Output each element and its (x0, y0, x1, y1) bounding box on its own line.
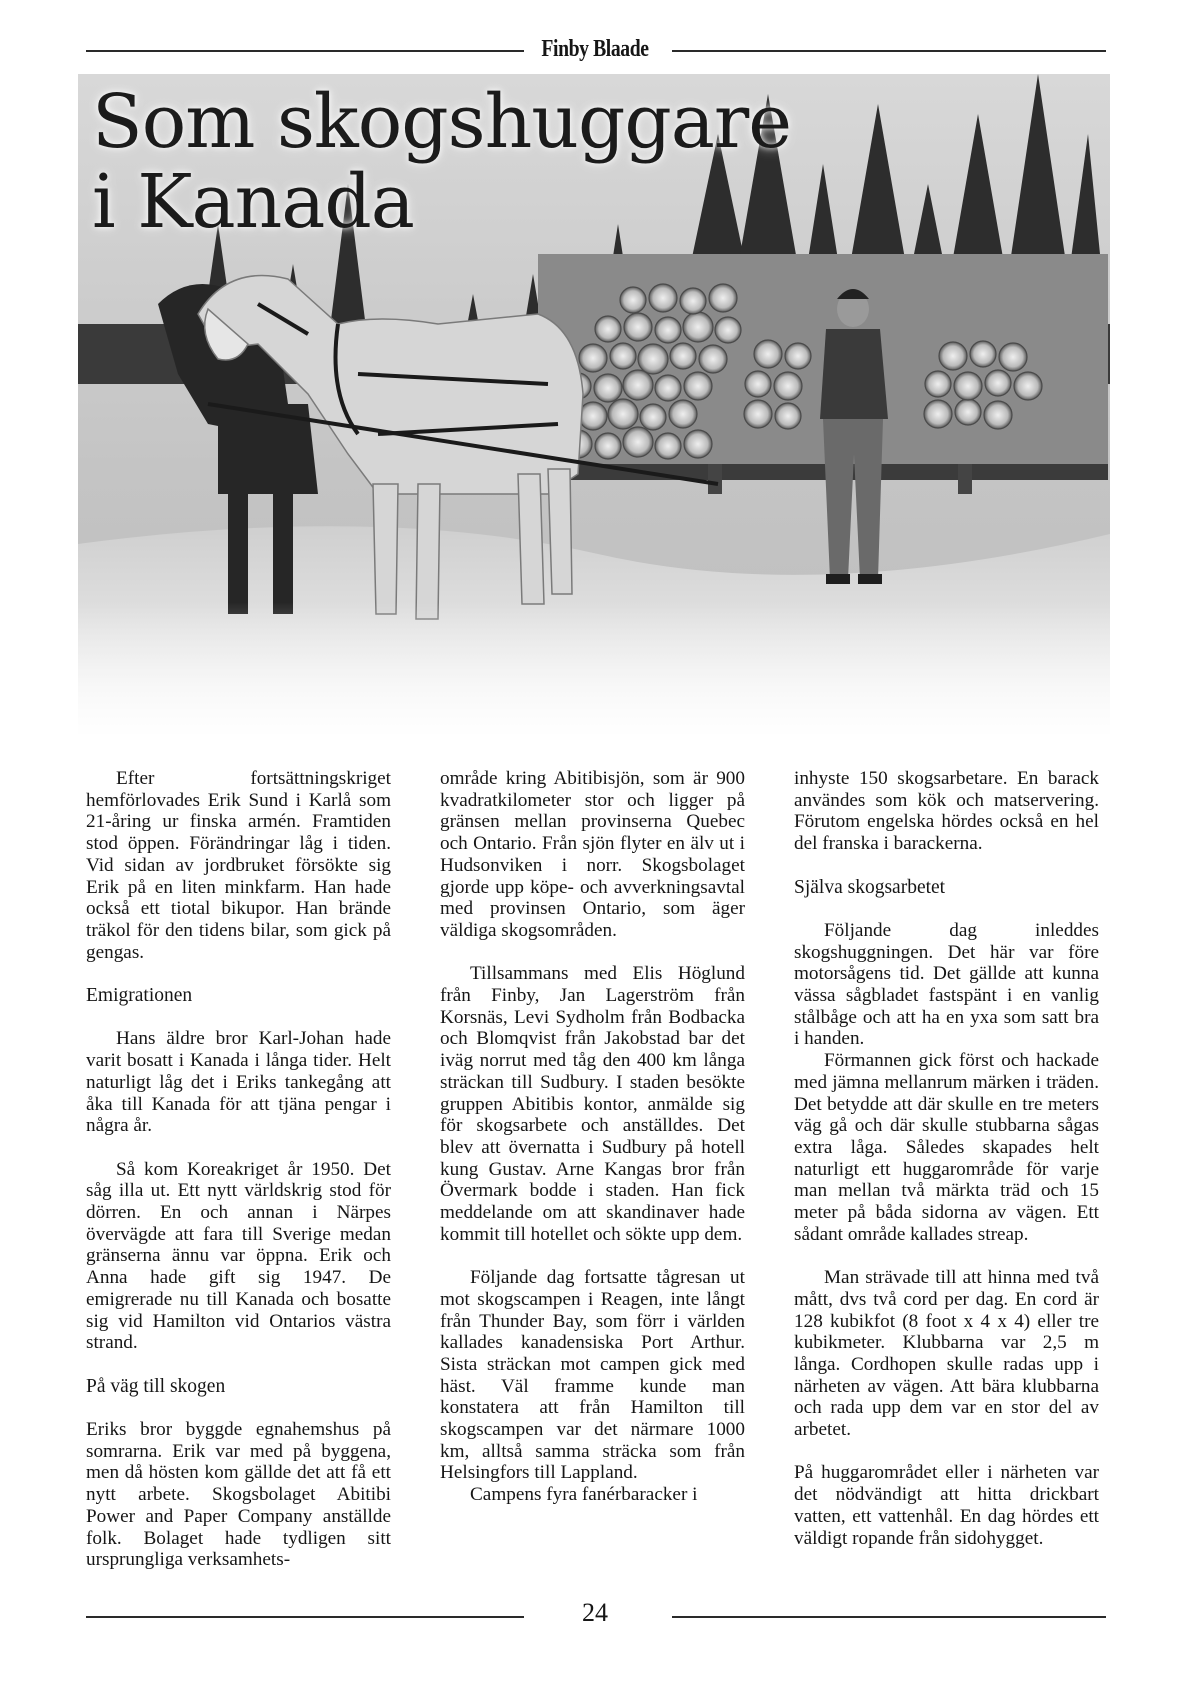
headline-line-1: Som skogshuggare (92, 79, 791, 165)
subheading: På väg till skogen (86, 1375, 226, 1397)
paragraph: Följande dag fortsatte tågresan ut mot skogscampen i Reagen, inte långt från Thunder Bay, som förr i världen kallades kanadensiska Port Arthur. Sista sträckan mot campen gick med häst. Väl framme kunde man konstatera att från Hamilton till skogscampen var det närmare 1000 km, alltså samma sträcka som från Helsingfors till Lappland. (440, 1267, 745, 1484)
paragraph: Så kom Koreakriget år 1950. Det såg illa ut. Ett nytt världskrig stod för dörren. En och annan i Närpes övervägde att fara till Sverige medan gränserna ännu var öppna. Erik och Anna hade gift sig 1947. De emigrerade nu till Kanada och bosatte sig vid Hamilton vid Ontarios västra strand. (86, 1158, 391, 1354)
subheading: Själva skogsarbetet (794, 876, 946, 898)
paragraph: Eriks bror byggde egnahemshus på somrarna. Erik var med på byggena, men då hösten kom gällde det att få ett nytt arbete. Skogsbolaget Abitibi Power and Paper Company anställde folk. Bolaget hade tydligen sitt ursprungliga verksamhets- (86, 1419, 391, 1571)
article-column-2 (440, 768, 745, 1506)
paragraph: inhyste 150 skogsarbetare. En barack användes som kök och matservering. Förutom engelska hördes också en hel del franska i barackerna. (794, 768, 1099, 855)
paragraph: Följande dag inleddes skogshuggningen. Det här var före motorsågens tid. Det gällde att kunna vässa sågbladet fastspänt i en vanlig stålbåge och att ha en yxa som satt bra i handen. (794, 919, 1099, 1050)
paragraph: område kring Abitibisjön, som är 900 kvadratkilometer stor och ligger på gränsen mellan provinserna Quebec och Ontario. Från sjön flyter en älv ut i Hudsonviken i norr. Skogsbolaget gjorde upp köpe- och avverkningsavtal med provinsen Ontario, som äger väldiga skogsområden. (440, 768, 745, 941)
subheading: Emigrationen (86, 985, 193, 1007)
paragraph: Campens fyra fanérbaracker i (470, 1484, 698, 1506)
paragraph: Efter fortsättningskriget hemförlovades Erik Sund i Karlå som 21-åring ur finska armén. Framtiden stod öppen. Förändringar låg i tiden. Vid sidan av jordbruket försökte sig Erik på en liten minkfarm. Han hade också ett tiotal bikupor. Han brände träkol för den tidens bilar, som gick på gengas. (86, 768, 391, 963)
article-headline (92, 79, 791, 245)
paragraph: Man strävade till att hinna med två mått, dvs två cord per dag. En cord är 128 kubikfot (8 foot x 4 x 4) eller tre kubikmeter. Klubbarna var 2,5 m långa. Cordhopen skulle radas upp i närheten av vägen. Att bära klubbarna och rada upp dem var en stor del av arbetet. (794, 1267, 1099, 1441)
headline-line-2: i Kanada (92, 159, 414, 245)
paragraph: Tillsammans med Elis Höglund från Finby, Jan Lagerström från Korsnäs, Levi Sydholm från Bodbacka och Blomqvist från Jakobstad bar det iväg norrut med tåg den 400 km långa sträckan till Sudbury. I staden besökte gruppen Abitibis kontor, anmälde sig för skogsarbete och anställdes. Det blev att övernatta i Sudbury på hotell kung Gustav. Arne Kangas bror från Övermark bodde i staden. Han fick meddelande om att skandinaver hade kommit till hotellet och sökte upp dem. (440, 963, 745, 1245)
paragraph: Förmannen gick först och hackade med jämna mellanrum märken i träden. Det betydde att där skulle en tre meters väg gå och där skulle stubbarna sågas extra låga. Således skapades helt naturligt ett huggarområde för varje man mellan två märkta träd och 15 meter på båda sidorna av vägen. Ett sådant område kallades streap. (794, 1050, 1099, 1245)
article-column-3 (794, 768, 1099, 1549)
article-column-1 (86, 768, 391, 1571)
masthead: Finby Blaade (541, 36, 649, 62)
paragraph: Hans äldre bror Karl-Johan hade varit bosatt i Kanada i långa tider. Helt naturligt låg det i Eriks tankegång att åka till Kanada för att tjäna pengar i några år. (86, 1028, 391, 1137)
paragraph: På huggarområdet eller i närheten var det nödvändigt att hitta drickbart vatten, ett vattenhål. En dag hördes ett väldigt ropande från sidohygget. (794, 1462, 1099, 1549)
page-number: 24 (582, 1598, 608, 1627)
